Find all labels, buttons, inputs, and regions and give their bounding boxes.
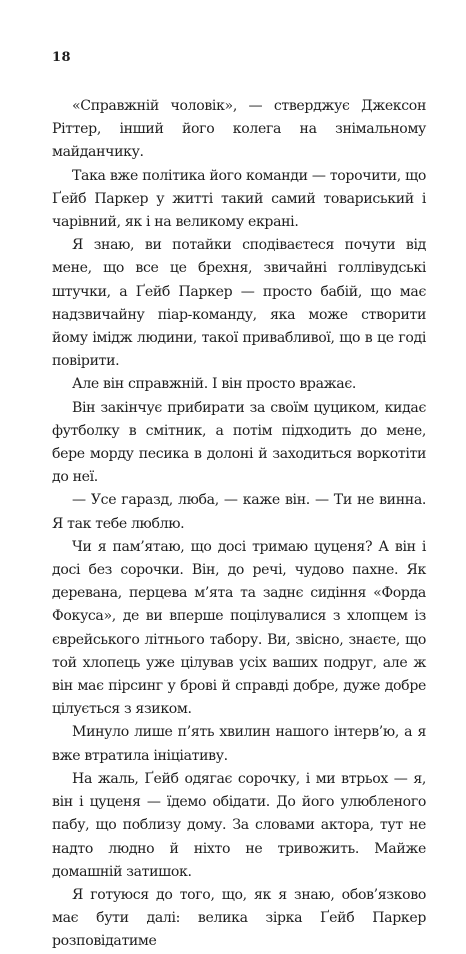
page-number: 18 bbox=[52, 50, 72, 65]
paragraph: Я знаю, ви потайки сподіваєтеся почути від мене, що все це брехня, звичайні голлівудські штучки, а Ґейб Паркер — просто бабій, що має надзвичайну піар-команду, яка може створити йому імідж людини, такої привабливої, що в це годі повірити. bbox=[52, 237, 426, 370]
paragraph: — Усе гаразд, люба, — каже він. — Ти не винна. Я так тебе люблю. bbox=[52, 492, 426, 532]
paragraph: Минуло лише п’ять хвилин нашого інтерв’ю, а я вже втратила ініціативу. bbox=[52, 724, 426, 764]
paragraph: Така вже політика його команди — торочити, що Ґейб Паркер у житті такий самий товариський і чарівний, як і на великому екрані. bbox=[52, 167, 426, 231]
paragraph: «Справжній чоловік», — стверджує Джексон Ріттер, інший його колега на знімальному майданчику. bbox=[52, 98, 426, 161]
paragraph: Я готуюся до того, що, як я знаю, обов’язково має бути далі: велика зірка Ґейб Паркер розповідатиме bbox=[52, 886, 426, 950]
body-text bbox=[52, 95, 426, 954]
paragraph: Чи я пам’ятаю, що досі тримаю цуценя? А він і досі без сорочки. Він, до речі, чудово пахне. Як деревана, перцева м’ята та заднє сидіння «Форда Фокуса», де ви вперше поцілувалися з хлопцем із єврейського літнього табору. Ви, звісно, знаєте, що той хлопець уже цілував усіх ваших подруг, але ж він має пірсинг у брові й справді добре, дуже добре цілується з язиком. bbox=[52, 538, 426, 718]
paragraph: Він закінчує прибирати за своїм цуциком, кидає футболку в смітник, а потім підходить до мене, бере морду песика в долоні й заходиться воркотіти до неї. bbox=[52, 399, 426, 486]
paragraph: На жаль, Ґейб одягає сорочку, і ми втрьох — я, він і цуценя — їдемо обідати. До його улюбленого пабу, що поблизу дому. За словами актора, тут не надто людно й ніхто не тривожить. Майже домашній затишок. bbox=[52, 770, 426, 880]
paragraph: Але він справжній. І він просто вражає. bbox=[72, 376, 356, 393]
